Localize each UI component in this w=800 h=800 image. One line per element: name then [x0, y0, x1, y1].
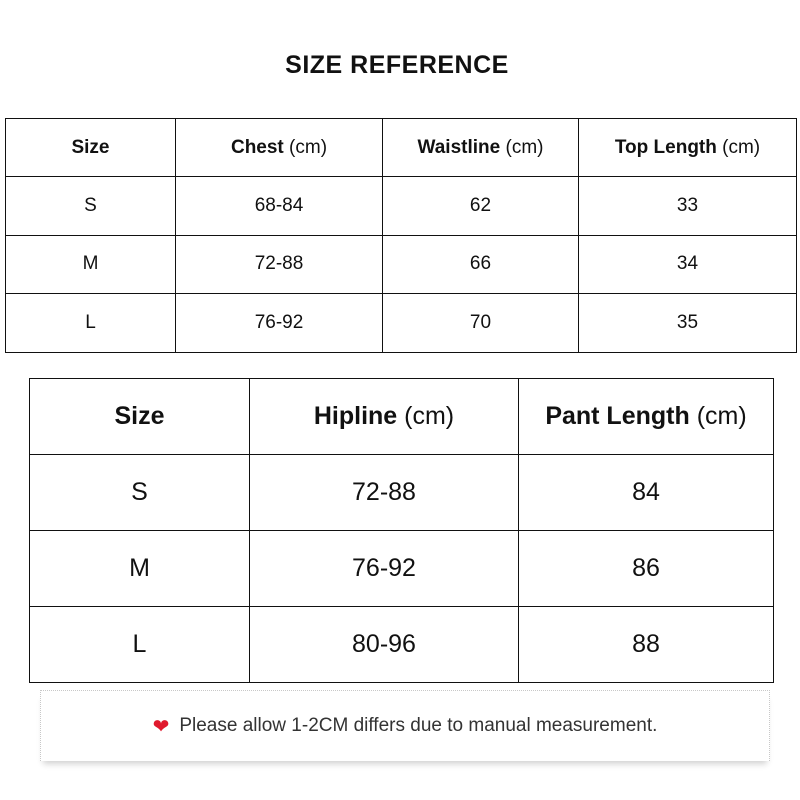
cell-size: L [30, 607, 250, 683]
cell-top-length: 33 [579, 177, 797, 236]
top-size-table [5, 118, 797, 353]
cell-size: S [6, 177, 176, 236]
header-chest: Chest (cm) [176, 119, 383, 177]
cell-pant-length: 86 [519, 531, 774, 607]
header-pant-length: Pant Length (cm) [519, 379, 774, 455]
table-header-row [30, 379, 774, 455]
table-row [30, 455, 774, 531]
table-header-row [6, 119, 797, 177]
header-size: Size [6, 119, 176, 177]
table-row [6, 235, 797, 294]
table-row [6, 294, 797, 353]
cell-top-length: 35 [579, 294, 797, 353]
cell-size: M [6, 235, 176, 294]
measurement-note [40, 690, 770, 761]
cell-hipline: 80-96 [250, 607, 519, 683]
cell-hipline: 72-88 [250, 455, 519, 531]
table-row [30, 531, 774, 607]
cell-size: L [6, 294, 176, 353]
heart-icon: ❤ [152, 714, 170, 738]
table-row [30, 607, 774, 683]
cell-waistline: 70 [383, 294, 579, 353]
header-top-length: Top Length (cm) [579, 119, 797, 177]
cell-waistline: 62 [383, 177, 579, 236]
cell-pant-length: 84 [519, 455, 774, 531]
cell-pant-length: 88 [519, 607, 774, 683]
cell-chest: 72-88 [176, 235, 383, 294]
bottom-size-table [29, 378, 774, 683]
header-waistline: Waistline (cm) [383, 119, 579, 177]
header-size: Size [30, 379, 250, 455]
cell-waistline: 66 [383, 235, 579, 294]
cell-chest: 76-92 [176, 294, 383, 353]
cell-top-length: 34 [579, 235, 797, 294]
cell-hipline: 76-92 [250, 531, 519, 607]
header-hipline: Hipline (cm) [250, 379, 519, 455]
page-title: SIZE REFERENCE [285, 51, 509, 79]
cell-size: S [30, 455, 250, 531]
table-row [6, 177, 797, 236]
note-text: Please allow 1-2CM differs due to manual measurement. [179, 715, 658, 736]
cell-chest: 68-84 [176, 177, 383, 236]
cell-size: M [30, 531, 250, 607]
